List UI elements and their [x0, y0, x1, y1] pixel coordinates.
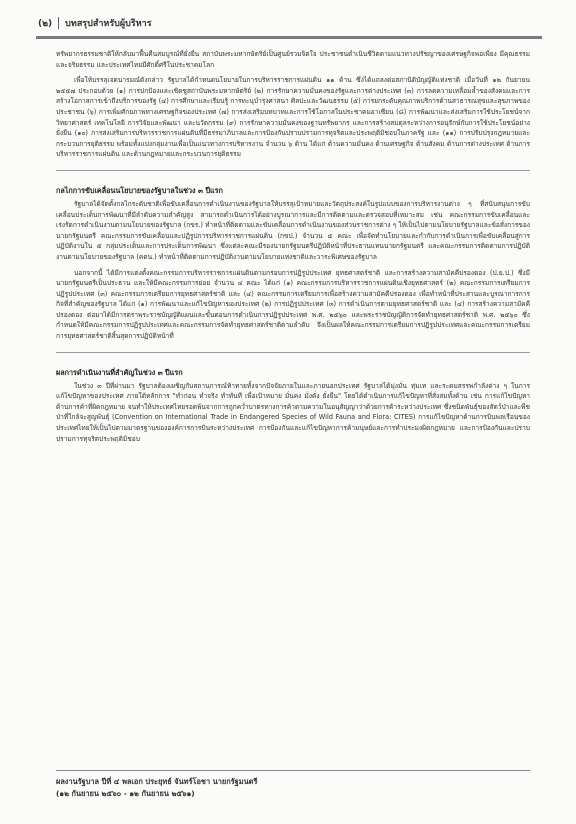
paragraph-continuation: ทรัพยากรธรรมชาติให้กลับมาฟื้นคืนสมบูรณ์ที่ยั่งยืน สถาบันพระมหากษัตริย์เป็นศูนย์รวมจิตใจ ประชาชนดำเนินชีวิตตามแนวทางปรัชญาของเศรษฐกิจพอเพียง มีคุณธรรมและจริยธรรม และประเทศไทยมีศักดิ์ศรีในประชาคมโลก: [56, 50, 530, 69]
paragraph-mechanism-1: รัฐบาลได้จัดตั้งกลไกระดับชาติเพื่อขับเคลื่อนการดำเนินงานของรัฐบาลให้บรรลุเป้าหมายและวัตถุประสงค์ในรูปแบบของการบริหารงานต่าง ๆ ที่สนับสนุนการขับเคลื่อนประเด็นการพัฒนาที่มีลำดับความสำคัญสูง สามารถดำเนินการได้อย่างบูรณาการและมีการติดตามและตรวจสอบที่เหมาะสม เช่น คณะกรรมการขับเคลื่อนและเร่งรัดการดำเนินงานตามนโยบายของรัฐบาล (กขร.) ทำหน้าที่ติดตามและขับเคลื่อนการดำเนินงานของส่วนราชการต่าง ๆ ให้เป็นไปตามนโยบายรัฐบาลและข้อสั่งการของนายกรัฐมนตรี คณะกรรมการขับเคลื่อนและปฏิรูปการบริหารราชการแผ่นดิน (กขป.) จำนวน ๕ คณะ เพื่อจัดทำนโยบายและกำกับการดำเนินการเพื่อขับเคลื่อนสู่การปฏิบัติงานใน ๕ กลุ่มประเด็นและการประเด็นการพัฒนา ซึ่งแต่ละคณะมีรองนายกรัฐมนตรีปฏิบัติหน้าที่ประธานแทนนายกรัฐมนตรี และคณะกรรมการติดตามการปฏิบัติงานตามนโยบายของรัฐบาล (คตน.) ทำหน้าที่ติดตามการปฏิบัติงานตามนโยบายแห่งชาติและวาระพิเศษของรัฐบาล: [56, 199, 530, 261]
page-number: (๒): [38, 19, 53, 29]
section-heading-results: ผลการดำเนินงานที่สำคัญในช่วง ๓ ปีแรก: [56, 367, 183, 377]
paragraph-results-1: ในช่วง ๓ ปีที่ผ่านมา รัฐบาลต้องเผชิญกับสถานการณ์ท้าทายทั้งจากปัจจัยภายในและภายนอกประเทศ รัฐบาลได้มุ่งมั่น ทุ่มเท และระดมสรรพกำลังต่าง ๆ ในการแก้ไขปัญหาของประเทศ ภายใต้หลักการ "ทำก่อน ทำจริง ทำทันที เพื่อเป้าหมาย มั่นคง มั่งคั่ง ยั่งยืน" โดยได้ดำเนินการแก้ไขปัญหาที่สั่งสมทั้งด้าน เช่น การแก้ไขปัญหาด้านการค้าที่ผิดกฎหมาย จนทำให้ประเทศไทยรอดพ้นจากการถูกคว่ำบาตรทางการค้าตามความในอนุสัญญาว่าด้วยการค้าระหว่างประเทศ ซึ่งชนิดพันธุ์ของสัตว์ป่าและพืชป่าที่ใกล้จะสูญพันธุ์ (Convention on International Trade in Endangered Species of Wild Fauna and Flora: CITES) การแก้ไขปัญหาด้านการบินพลเรือนของประเทศไทยให้เป็นไปตามมาตรฐานขององค์การการบินระหว่างประเทศ การป้องกันและแก้ไขปัญหาการค้ามนุษย์และการทำประมงผิดกฎหมาย และการป้องกันและปราบปรามการทุจริตประพฤติมิชอบ: [56, 381, 530, 443]
header-title: บทสรุปสำหรับผู้บริหาร: [65, 19, 152, 29]
page-header: [38, 12, 538, 34]
section-divider: [56, 352, 530, 353]
document-body: [56, 49, 530, 449]
header-divider: [58, 17, 59, 29]
footer-line-2: (๑๒ กันยายน ๒๕๖๐ - ๑๒ กันยายน ๒๕๖๑): [56, 789, 195, 798]
footer-line-1: ผลงานรัฐบาล ปีที่ ๔ พลเอก ประยุทธ์ จันทร์โอชา นายกรัฐมนตรี: [56, 777, 258, 786]
page-footer: [56, 776, 530, 800]
paragraph-policy: เพื่อให้บรรลุเจตนารมณ์ดังกล่าว รัฐบาลได้กำหนดนโยบายในการบริหารราชการแผ่นดิน ๑๑ ด้าน ซึ่งได้แถลงต่อสภานิติบัญญัติแห่งชาติ เมื่อวันที่ ๑๒ กันยายน ๒๕๕๗ ประกอบด้วย (๑) การปกป้องและเชิดชูสถาบันพระมหากษัตริย์ (๒) การรักษาความมั่นคงของรัฐและการต่างประเทศ (๓) การลดความเหลื่อมล้ำของสังคมและการสร้างโอกาสการเข้าถึงบริการของรัฐ (๔) การศึกษาและเรียนรู้ การทะนุบำรุงศาสนา ศิลปะและวัฒนธรรม (๕) การยกระดับคุณภาพบริการด้านสาธารณสุขและสุขภาพของประชาชน (๖) การเพิ่มศักยภาพทางเศรษฐกิจของประเทศ (๗) การส่งเสริมบทบาทและการใช้โอกาสในประชาคมอาเซียน (๘) การพัฒนาและส่งเสริมการใช้ประโยชน์จากวิทยาศาสตร์ เทคโนโลยี การวิจัยและพัฒนา และนวัตกรรม (๙) การรักษาความมั่นคงของฐานทรัพยากร และการสร้างสมดุลระหว่างการอนุรักษ์กับการใช้ประโยชน์อย่างยั่งยืน (๑๐) การส่งเสริมการบริหารราชการแผ่นดินที่มีธรรมาภิบาลและการป้องกันปราบปรามการทุจริตและประพฤติมิชอบในภาครัฐ และ (๑๑) การปรับปรุงกฎหมายและกระบวนการยุติธรรม พร้อมทั้งแบ่งกลุ่มงานเพื่อเป็นแนวทางการบริหารงาน จำนวน ๖ ด้าน ได้แก่ ด้านความมั่นคง ด้านเศรษฐกิจ ด้านสังคม ด้านการต่างประเทศ ด้านการบริหารราชการแผ่นดิน และด้านกฎหมายและกระบวนการยุติธรรม: [56, 76, 530, 159]
footer-rule: [56, 770, 530, 771]
paragraph-mechanism-2: นอกจากนี้ ได้มีการแต่งตั้งคณะกรรมการบริหารราชการแผ่นดินตามกรอบการปฏิรูปประเทศ ยุทธศาสตร์ชาติ และการสร้างความสามัคคีปรองดอง (ป.ย.ป.) ซึ่งมีนายกรัฐมนตรีเป็นประธาน และให้มีคณะกรรมการย่อย จำนวน ๔ คณะ ได้แก่ (๑) คณะกรรมการบริหารราชการแผ่นดินเชิงยุทธศาสตร์ (๒) คณะกรรมการเตรียมการปฏิรูปประเทศ (๓) คณะกรรมการเตรียมการยุทธศาสตร์ชาติ และ (๔) คณะกรรมการเตรียมการเพื่อสร้างความสามัคคีปรองดอง เพื่อทำหน้าที่ประสานและบูรณาการการกิจที่สำคัญของรัฐบาล ได้แก่ (๑) การพัฒนาและแก้ไขปัญหาของประเทศ (๒) การปฏิรูปประเทศ (๓) การดำเนินการตามยุทธศาสตร์ชาติ และ (๔) การสร้างความสามัคคีปรองดอง ต่อมาได้มีการตราพระราชบัญญัติแผนและขั้นตอนการดำเนินการปฏิรูปประเทศ พ.ศ. ๒๕๖๐ และพระราชบัญญัติการจัดทำยุทธศาสตร์ชาติ พ.ศ. ๒๕๖๐ ซึ่งกำหนดให้มีคณะกรรมการปฏิรูปประเทศและคณะกรรมการจัดทำยุทธศาสตร์ชาติตามลำดับ จึงเป็นผลให้คณะกรรมการเตรียมการปฏิรูปประเทศและคณะกรรมการเตรียมการยุทธศาสตร์ชาติสิ้นสุดการปฏิบัติหน้าที่: [56, 268, 530, 341]
section-heading-mechanism: กลไกการขับเคลื่อนนโยบายของรัฐบาลในช่วง ๓ ปีแรก: [56, 185, 223, 195]
section-divider: [56, 170, 530, 171]
header-rule: [36, 36, 542, 39]
